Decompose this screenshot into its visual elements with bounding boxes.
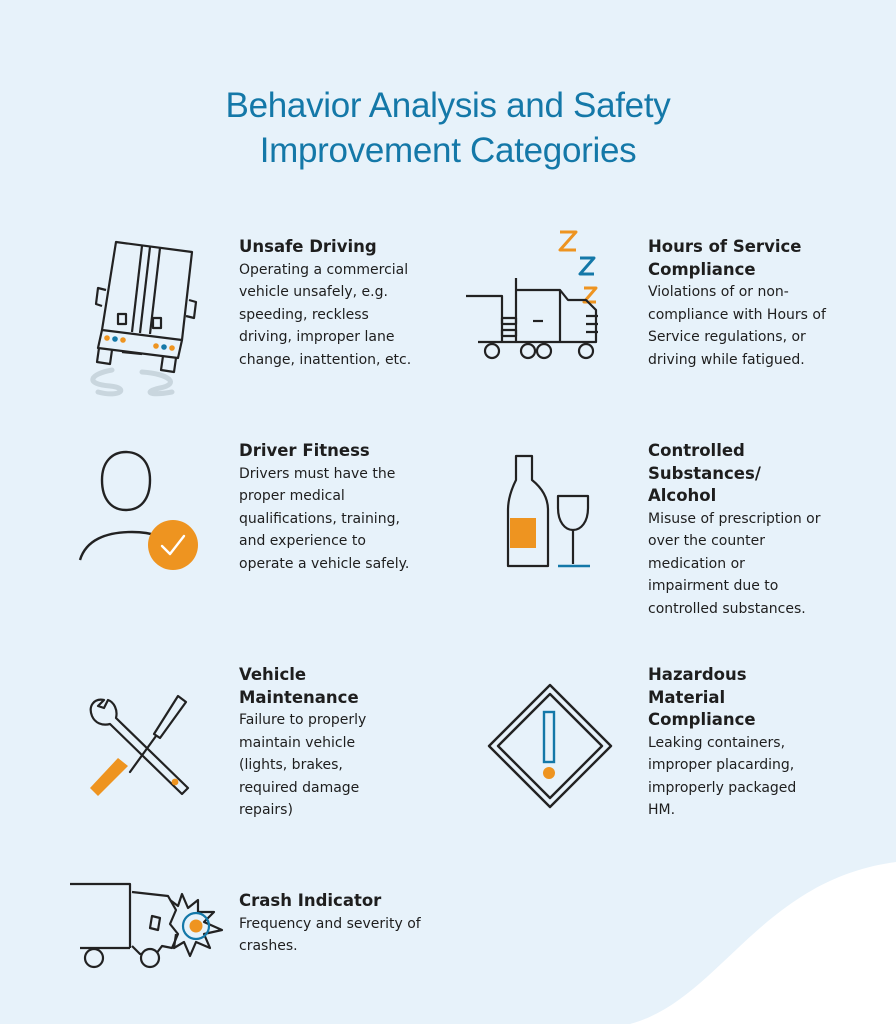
sleeping-truck-icon [460, 226, 605, 366]
bottle-glass-icon [500, 450, 600, 574]
category-title: Controlled Substances/ Alcohol [648, 441, 761, 505]
category-title: Driver Fitness [239, 441, 370, 460]
category-crash-indicator [239, 890, 439, 958]
category-title: Crash Indicator [239, 891, 382, 910]
category-description: Drivers must have the proper medical qualifications, training, and experience to operate a vehicle safely. [239, 465, 410, 572]
category-controlled-substances [648, 440, 838, 620]
category-description: Leaking containers, improper placarding, improperly packaged HM. [648, 734, 797, 818]
hazard-diamond-icon [486, 682, 614, 810]
person-check-icon [76, 448, 206, 576]
category-description: Violations of or non-compliance with Hours of Service regulations, or driving while fatigued. [648, 284, 826, 368]
truck-crash-icon [66, 876, 236, 972]
category-hazardous-material [648, 664, 828, 822]
page-title [0, 83, 896, 173]
wrench-screwdriver-icon [84, 692, 196, 804]
truck-rear-icon [80, 232, 210, 402]
category-title: Hours of Service Compliance [648, 237, 802, 279]
category-hours-of-service [648, 236, 828, 371]
category-vehicle-maintenance [239, 664, 409, 822]
category-title: Hazardous Material Compliance [648, 665, 756, 729]
title-line-2: Improvement Categories [259, 131, 637, 170]
category-description: Operating a commercial vehicle unsafely, e.g. speeding, reckless driving, improper lane change, inattention, etc. [239, 261, 412, 368]
category-description: Frequency and severity of crashes. [239, 915, 421, 954]
category-driver-fitness [239, 440, 419, 575]
category-description: Failure to properly maintain vehicle (lights, brakes, required damage repairs) [239, 712, 367, 818]
category-title: Vehicle Maintenance [239, 665, 359, 707]
category-unsafe-driving [239, 236, 419, 371]
title-line-1: Behavior Analysis and Safety [225, 86, 671, 125]
category-description: Misuse of prescription or over the counter medication or impairment due to controlled substances. [648, 510, 821, 617]
category-title: Unsafe Driving [239, 237, 377, 256]
